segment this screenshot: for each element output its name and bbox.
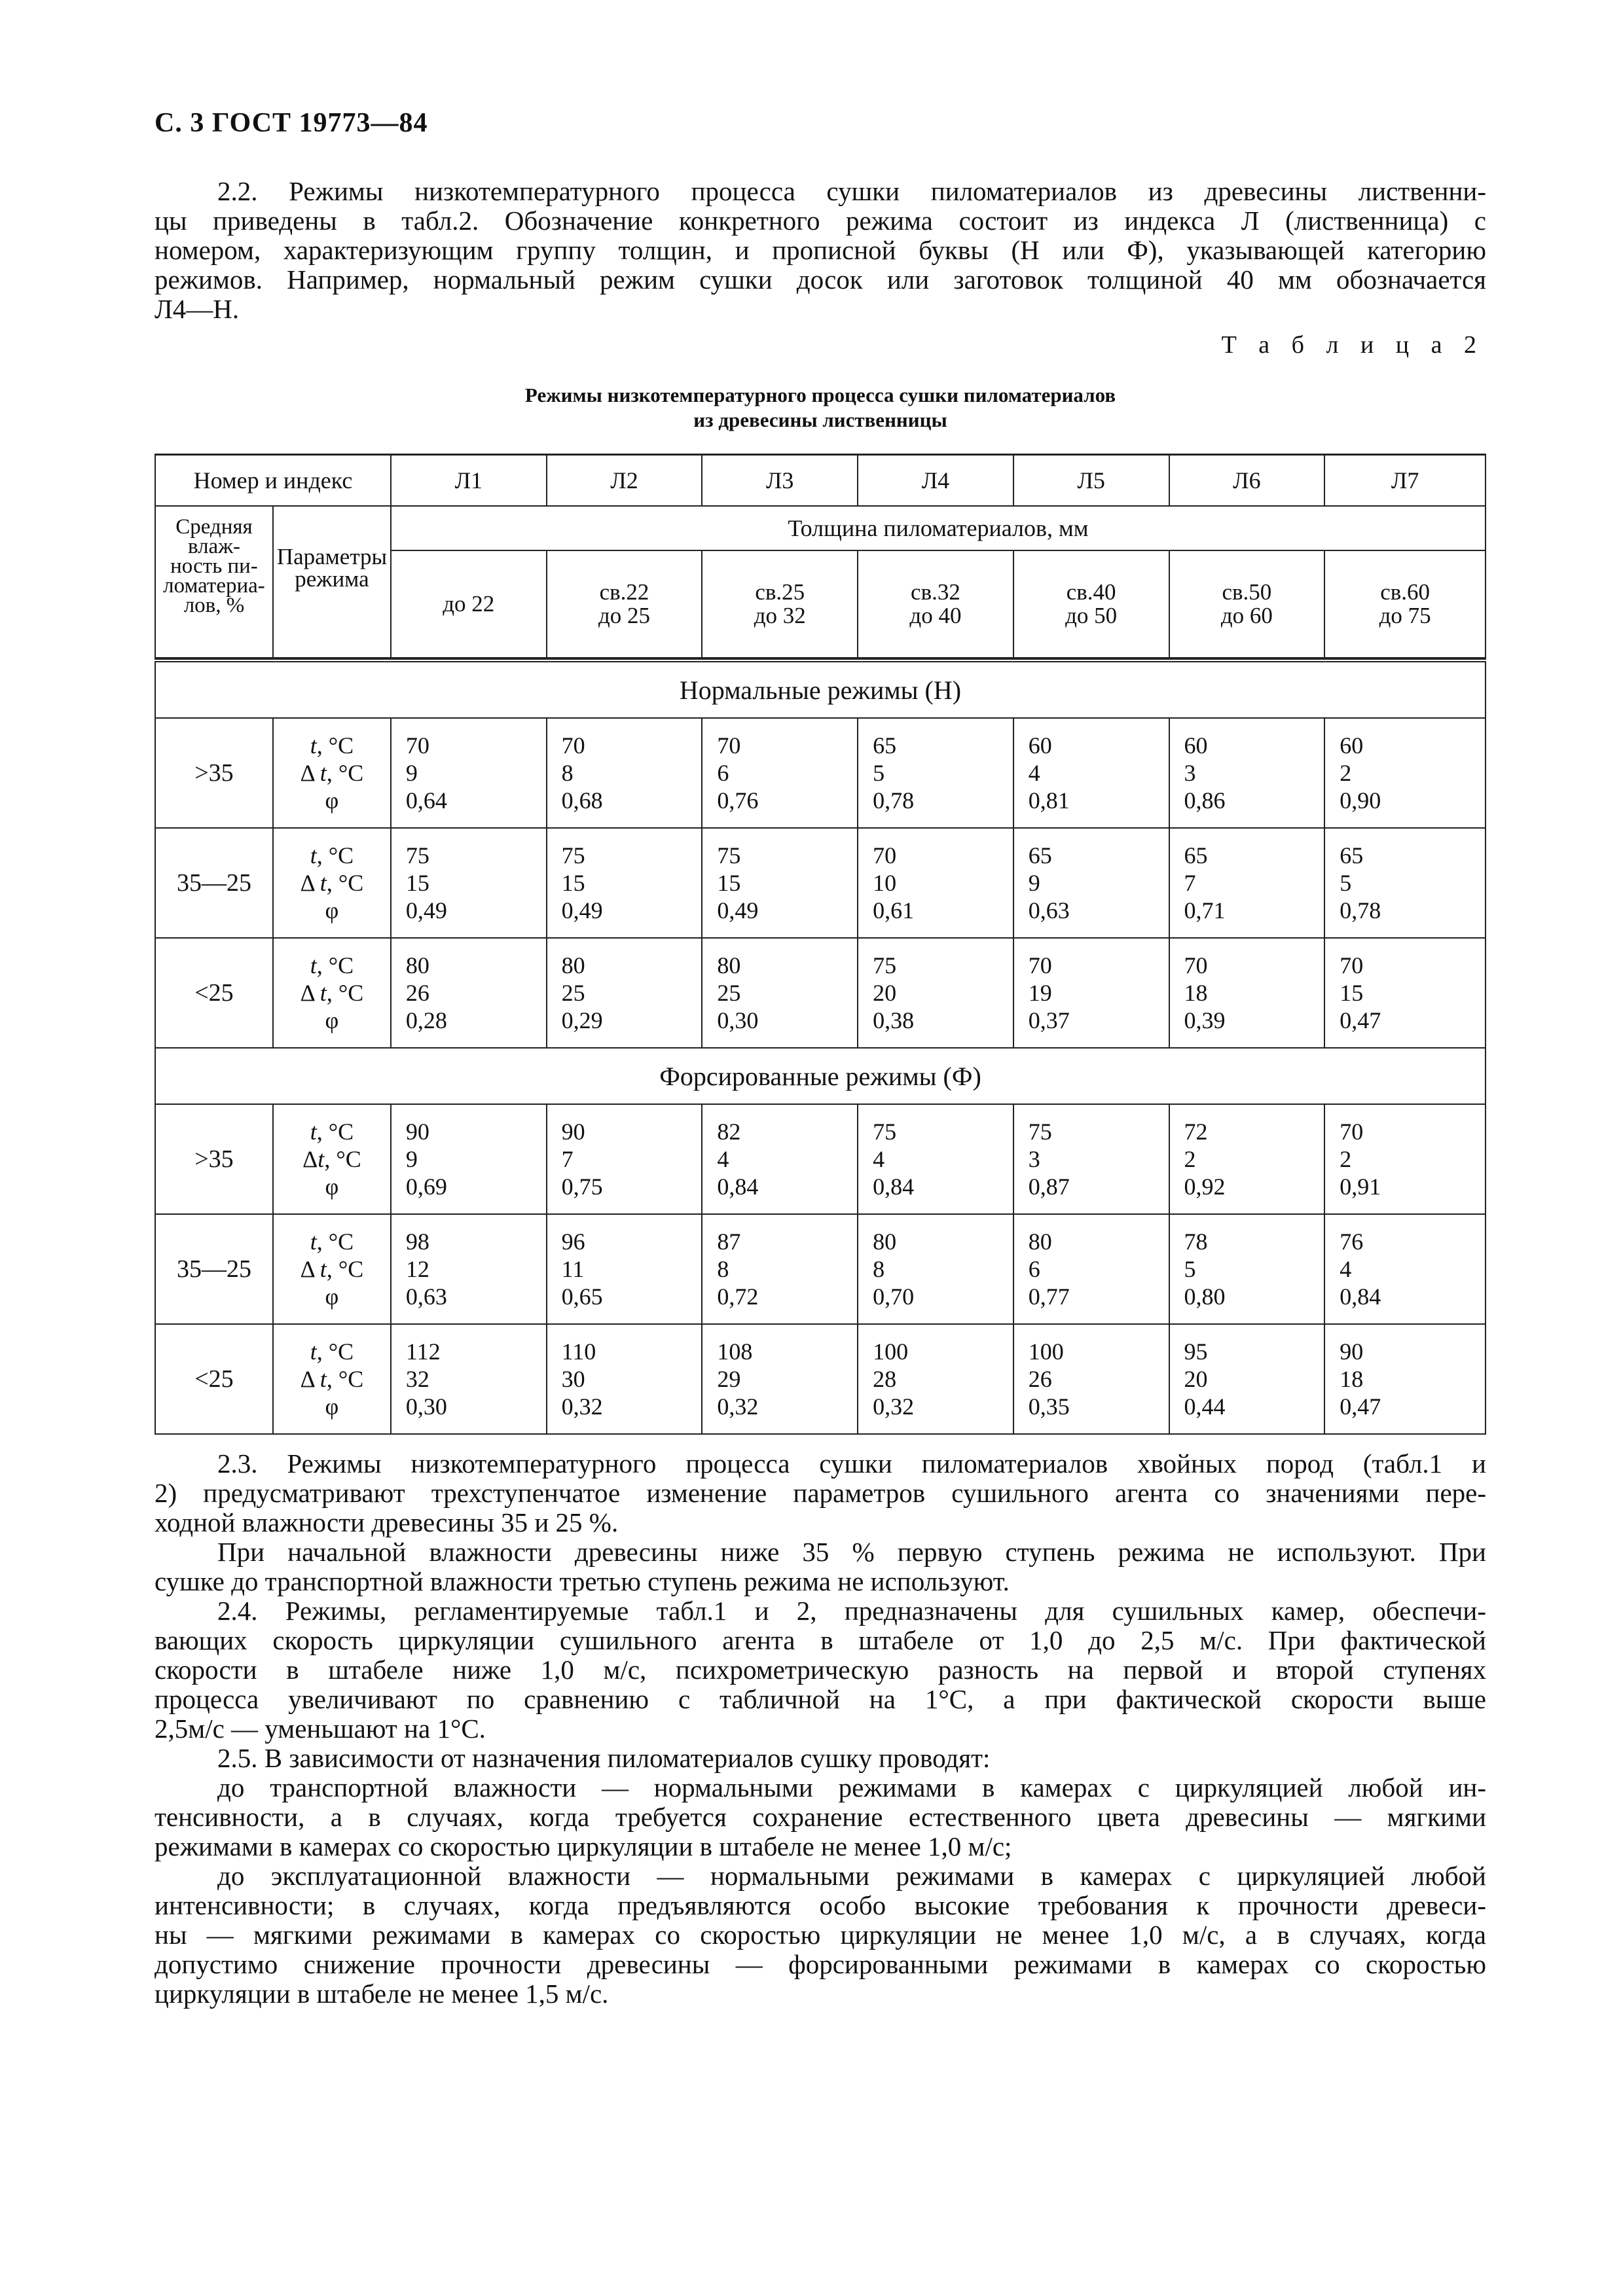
- regime-table: [155, 454, 1486, 1435]
- param-name: t, °C: [310, 1119, 354, 1145]
- regime-value: 80: [561, 952, 585, 978]
- param-symbol: t: [310, 842, 317, 869]
- text-line: режимов. Например, нормальный режим сушки досок или заготовок толщиной 40 мм обозначается: [155, 264, 1486, 295]
- regime-value: 9: [1028, 870, 1040, 896]
- page-header: С. 3 ГОСТ 19773—84: [155, 108, 428, 138]
- regime-value: 15: [405, 870, 429, 896]
- regime-value: 4: [717, 1146, 729, 1172]
- text-line: 2.2. Режимы низкотемпературного процесса сушки пиломатериалов из древесины лиственни-: [217, 176, 1486, 206]
- param-name: Δt, °C: [302, 1146, 361, 1172]
- regime-value: 20: [1184, 1366, 1208, 1392]
- regime-value: 5: [1340, 870, 1352, 896]
- regime-value: 0,44: [1184, 1393, 1226, 1420]
- param-name: t, °C: [310, 732, 354, 759]
- text-line: вающих скорость циркуляции сушильного агента в штабеле от 1,0 до 2,5 м/с. При фактической: [155, 1625, 1486, 1655]
- regime-values: [858, 1214, 1013, 1324]
- regime-values: [391, 1324, 547, 1434]
- regime-value: 82: [717, 1119, 741, 1145]
- regime-values: [1324, 938, 1486, 1048]
- text-line: 2.3. Режимы низкотемпературного процесса сушки пиломатериалов хвойных пород (табл.1 и: [217, 1448, 1486, 1479]
- regime-value: 70: [873, 842, 897, 869]
- regime-value: 3: [1184, 760, 1196, 786]
- regime-value: 32: [405, 1366, 429, 1392]
- regime-value: 8: [873, 1256, 885, 1282]
- table-label: Т а б л и ц а 2: [1221, 331, 1484, 359]
- regime-index: Л7: [1324, 455, 1486, 507]
- regime-value: 95: [1184, 1338, 1208, 1365]
- regime-value: 75: [405, 842, 429, 869]
- regime-value: 70: [561, 732, 585, 759]
- regime-value: 7: [1184, 870, 1196, 896]
- text-line: 2.4. Режимы, регламентируемые табл.1 и 2, предназначены для сушильных камер, обеспечи-: [217, 1596, 1486, 1626]
- regime-value: 0,80: [1184, 1283, 1226, 1310]
- regime-value: 0,35: [1028, 1393, 1070, 1420]
- regime-values: [1324, 828, 1486, 938]
- regime-value: 65: [1028, 842, 1052, 869]
- regime-value: 0,75: [561, 1174, 603, 1200]
- regime-value: 0,65: [561, 1283, 603, 1310]
- param-name: t, °C: [310, 842, 354, 869]
- section-title: Нормальные режимы (Н): [155, 660, 1486, 718]
- regime-value: 0,30: [405, 1393, 447, 1420]
- text-line: цы приведены в табл.2. Обозначение конкретного режима состоит из индекса Л (лиственница) с: [155, 206, 1486, 236]
- paragraph-2-5-transport: [155, 1773, 1486, 1861]
- text-line: процесса увеличивают по сравнению с табличной на 1°С, а при фактической скорости выше: [155, 1684, 1486, 1714]
- regime-values: [547, 1104, 702, 1214]
- regime-values: [702, 828, 858, 938]
- param-symbol: t: [319, 1366, 327, 1392]
- thickness-range-line: св.22: [599, 579, 649, 605]
- regime-value: 75: [1028, 1119, 1052, 1145]
- regime-values: [702, 1324, 858, 1434]
- regime-index: Л3: [702, 455, 858, 507]
- regime-values: [1169, 828, 1325, 938]
- regime-values: [1013, 1324, 1169, 1434]
- text-line: сушке до транспортной влажности третью ступень режима не используют.: [155, 1566, 1010, 1596]
- regime-values: [1013, 1104, 1169, 1214]
- number-index-header: Номер и индекс: [155, 455, 391, 507]
- thickness-range: [702, 550, 858, 658]
- regime-value: 9: [405, 760, 418, 786]
- moisture-header-line: Средняя: [175, 515, 253, 539]
- regime-value: 0,32: [873, 1393, 915, 1420]
- regime-values: [1169, 938, 1325, 1048]
- regime-values: [702, 1214, 858, 1324]
- text-line: При начальной влажности древесины ниже 35 % первую ступень режима не используют. При: [217, 1537, 1486, 1567]
- regime-value: 70: [405, 732, 429, 759]
- regime-value: 0,49: [561, 897, 603, 924]
- text-line: циркуляции в штабеле не менее 1,5 м/с.: [155, 1979, 609, 2009]
- param-symbol: t: [310, 732, 317, 759]
- paragraph-2-3-continued: [155, 1537, 1486, 1596]
- thickness-range: [1324, 550, 1486, 658]
- regime-value: 80: [1028, 1229, 1052, 1255]
- regime-values: [702, 718, 858, 828]
- regime-value: 3: [1028, 1146, 1040, 1172]
- regime-value: 0,70: [873, 1283, 915, 1310]
- regime-value: 0,47: [1340, 1393, 1381, 1420]
- regime-value: 0,81: [1028, 787, 1070, 814]
- regime-value: 0,72: [717, 1283, 759, 1310]
- regime-value: 90: [561, 1119, 585, 1145]
- thickness-range-line: св.40: [1066, 579, 1116, 605]
- regime-value: 6: [1028, 1256, 1040, 1282]
- regime-values: [1324, 718, 1486, 828]
- regime-value: 80: [717, 952, 741, 978]
- regime-value: 0,76: [717, 787, 759, 814]
- regime-value: 65: [873, 732, 897, 759]
- param-name: φ: [325, 1393, 339, 1420]
- regime-values: [702, 1104, 858, 1214]
- text-line: режимами в камерах со скоростью циркуляции в штабеле не менее 1,0 м/с;: [155, 1831, 1012, 1861]
- thickness-range: [391, 550, 547, 658]
- param-symbol: t: [319, 760, 327, 786]
- regime-value: 25: [717, 980, 741, 1006]
- regime-value: 0,49: [717, 897, 759, 924]
- regime-value: 0,38: [873, 1007, 915, 1033]
- regime-index: Л4: [858, 455, 1013, 507]
- regime-value: 0,84: [717, 1174, 759, 1200]
- regime-value: 0,92: [1184, 1174, 1226, 1200]
- section-title: Форсированные режимы (Ф): [155, 1048, 1486, 1104]
- table-title-line-1: Режимы низкотемпературного процесса сушки пиломатериалов: [524, 384, 1116, 406]
- regime-value: 5: [1184, 1256, 1196, 1282]
- regime-values: [1013, 938, 1169, 1048]
- params-header-line: режима: [295, 566, 369, 592]
- regime-value: 87: [717, 1229, 741, 1255]
- regime-value: 7: [561, 1146, 574, 1172]
- regime-value: 0,78: [873, 787, 915, 814]
- regime-value: 75: [561, 842, 585, 869]
- regime-value: 100: [1028, 1338, 1064, 1365]
- regime-value: 8: [561, 760, 574, 786]
- regime-value: 0,32: [561, 1393, 603, 1420]
- regime-values: [858, 828, 1013, 938]
- regime-index: Л1: [391, 455, 547, 507]
- regime-value: 60: [1340, 732, 1364, 759]
- regime-values: [858, 938, 1013, 1048]
- param-symbol: t: [310, 1338, 317, 1365]
- regime-value: 75: [717, 842, 741, 869]
- regime-value: 25: [561, 980, 585, 1006]
- regime-value: 20: [873, 980, 897, 1006]
- thickness-range: [858, 550, 1013, 658]
- regime-value: 75: [873, 952, 897, 978]
- thickness-range: [547, 550, 702, 658]
- param-name: t, °C: [310, 952, 354, 978]
- regime-value: 9: [405, 1146, 418, 1172]
- params-header-line: Параметры: [276, 544, 388, 569]
- thickness-range: [1013, 550, 1169, 658]
- paragraph-2-4: [155, 1596, 1486, 1744]
- regime-value: 76: [1340, 1229, 1364, 1255]
- regime-value: 65: [1184, 842, 1208, 869]
- regime-value: 0,71: [1184, 897, 1226, 924]
- regime-value: 80: [873, 1229, 897, 1255]
- param-symbol: t: [310, 1229, 317, 1255]
- text-line: допустимо снижение прочности древесины — форсированными режимами в камерах со скоростью: [155, 1949, 1486, 1979]
- param-name: φ: [325, 787, 339, 814]
- regime-value: 19: [1028, 980, 1052, 1006]
- regime-value: 0,68: [561, 787, 603, 814]
- regime-value: 0,87: [1028, 1174, 1070, 1200]
- regime-value: 70: [1340, 952, 1364, 978]
- regime-value: 98: [405, 1229, 429, 1255]
- param-name: Δ t, °C: [300, 980, 364, 1006]
- regime-value: 0,39: [1184, 1007, 1226, 1033]
- regime-values: [547, 718, 702, 828]
- regime-value: 15: [1340, 980, 1364, 1006]
- text-line: ходной влажности древесины 35 и 25 %.: [155, 1507, 619, 1537]
- param-symbol: t: [310, 952, 317, 978]
- thickness-range-line: св.32: [911, 579, 960, 605]
- regime-values: [391, 1104, 547, 1214]
- regime-values: [391, 828, 547, 938]
- regime-values: [1169, 1324, 1325, 1434]
- regime-values: [1169, 1214, 1325, 1324]
- regime-value: 0,63: [405, 1283, 447, 1310]
- moisture-header-line: ность пи-: [170, 554, 258, 578]
- regime-values: [858, 718, 1013, 828]
- moisture-header-line: ломатериа-: [163, 574, 265, 598]
- param-name: Δ t, °C: [300, 1366, 364, 1392]
- text-line: скорости в штабеле ниже 1,0 м/с, психрометрическую разность на первой и второй ступенях: [155, 1655, 1486, 1685]
- regime-value: 6: [717, 760, 729, 786]
- text-line: 2) предусматривают трехступенчатое изменение параметров сушильного агента со значениями пере-: [155, 1478, 1486, 1508]
- regime-value: 5: [873, 760, 885, 786]
- params-header: [273, 506, 391, 658]
- moisture-value: 35—25: [155, 828, 273, 938]
- regime-value: 60: [1184, 732, 1208, 759]
- regime-values: [1169, 1104, 1325, 1214]
- regime-value: 26: [1028, 1366, 1052, 1392]
- regime-values: [547, 938, 702, 1048]
- text-line: интенсивности; в случаях, когда предъявляются особо высокие требования к прочности древеси-: [155, 1890, 1486, 1920]
- regime-value: 70: [1340, 1119, 1364, 1145]
- regime-value: 29: [717, 1366, 741, 1392]
- regime-value: 70: [1028, 952, 1052, 978]
- regime-value: 15: [717, 870, 741, 896]
- param-symbol: t: [319, 1256, 327, 1282]
- paragraph-2-3: [155, 1449, 1486, 1537]
- param-name: φ: [325, 1174, 339, 1200]
- regime-value: 26: [405, 980, 429, 1006]
- regime-index: Л5: [1013, 455, 1169, 507]
- regime-value: 0,29: [561, 1007, 603, 1033]
- param-name: φ: [325, 897, 339, 924]
- table-title: [155, 383, 1486, 433]
- regime-value: 108: [717, 1338, 753, 1365]
- moisture-value: <25: [155, 1324, 273, 1434]
- text-line: ны — мягкими режимами в камерах со скоростью циркуляции не менее 1,0 м/с, а в случаях, когда: [155, 1920, 1486, 1950]
- param-name: t, °C: [310, 1338, 354, 1365]
- regime-value: 2: [1340, 760, 1352, 786]
- param-symbol: t: [319, 980, 327, 1006]
- thickness-range-line: св.50: [1222, 579, 1272, 605]
- regime-value: 70: [717, 732, 741, 759]
- param-name: Δ t, °C: [300, 870, 364, 896]
- regime-value: 28: [873, 1366, 897, 1392]
- regime-values: [1013, 718, 1169, 828]
- regime-value: 4: [873, 1146, 885, 1172]
- regime-values: [547, 828, 702, 938]
- regime-value: 112: [405, 1338, 441, 1365]
- thickness-range-line: до 40: [909, 603, 962, 628]
- regime-values: [1013, 828, 1169, 938]
- regime-value: 0,91: [1340, 1174, 1381, 1200]
- regime-values: [702, 938, 858, 1048]
- param-symbol: t: [310, 1119, 317, 1145]
- table-title-line-2: из древесины лиственницы: [693, 408, 947, 431]
- regime-value: 12: [405, 1256, 429, 1282]
- regime-value: 0,49: [405, 897, 447, 924]
- thickness-range-line: до 25: [598, 603, 651, 628]
- regime-value: 10: [873, 870, 897, 896]
- thickness-range-line: до 22: [443, 591, 495, 617]
- regime-value: 18: [1184, 980, 1208, 1006]
- regime-values: [1324, 1324, 1486, 1434]
- regime-value: 30: [561, 1366, 585, 1392]
- regime-value: 18: [1340, 1366, 1364, 1392]
- regime-value: 70: [1184, 952, 1208, 978]
- regime-value: 0,69: [405, 1174, 447, 1200]
- regime-value: 75: [873, 1119, 897, 1145]
- param-name: Δ t, °C: [300, 1256, 364, 1282]
- regime-value: 78: [1184, 1229, 1208, 1255]
- regime-value: 0,32: [717, 1393, 759, 1420]
- regime-value: 0,86: [1184, 787, 1226, 814]
- regime-value: 0,61: [873, 897, 915, 924]
- text-line: Л4—Н.: [155, 294, 240, 324]
- param-name: φ: [325, 1283, 339, 1310]
- regime-value: 110: [561, 1338, 596, 1365]
- thickness-range-line: св.60: [1380, 579, 1431, 605]
- regime-value: 15: [561, 870, 585, 896]
- regime-value: 0,84: [1340, 1283, 1381, 1310]
- regime-value: 11: [561, 1256, 585, 1282]
- thickness-range: [1169, 550, 1325, 658]
- regime-values: [547, 1324, 702, 1434]
- paragraph-2-5-operational: [155, 1861, 1486, 2009]
- regime-value: 2: [1340, 1146, 1352, 1172]
- regime-value: 90: [1340, 1338, 1364, 1365]
- moisture-header-line: влаж-: [187, 535, 240, 558]
- moisture-header-line: лов, %: [183, 594, 245, 617]
- regime-value: 0,84: [873, 1174, 915, 1200]
- regime-values: [858, 1104, 1013, 1214]
- param-name: t, °C: [310, 1229, 354, 1255]
- thickness-range-line: до 75: [1379, 603, 1431, 628]
- regime-value: 4: [1028, 760, 1040, 786]
- regime-value: 0,28: [405, 1007, 447, 1033]
- moisture-value: 35—25: [155, 1214, 273, 1324]
- param-names: [273, 938, 391, 1048]
- moisture-value: >35: [155, 718, 273, 828]
- paragraph-2-2: [155, 177, 1486, 324]
- regime-value: 60: [1028, 732, 1052, 759]
- regime-value: 0,90: [1340, 787, 1381, 814]
- regime-values: [858, 1324, 1013, 1434]
- param-names: [273, 718, 391, 828]
- regime-value: 4: [1340, 1256, 1352, 1282]
- text-line: 2,5м/с — уменьшают на 1°С.: [155, 1713, 486, 1744]
- thickness-range-line: до 50: [1065, 603, 1118, 628]
- regime-value: 8: [717, 1256, 729, 1282]
- thickness-range-line: до 32: [754, 603, 806, 628]
- regime-value: 80: [405, 952, 429, 978]
- regime-value: 0,77: [1028, 1283, 1070, 1310]
- regime-values: [1324, 1214, 1486, 1324]
- regime-values: [1169, 718, 1325, 828]
- regime-values: [391, 938, 547, 1048]
- text-line: тенсивности, а в случаях, когда требуется сохранение естественного цвета древесины — мягкими: [155, 1802, 1486, 1832]
- regime-values: [547, 1214, 702, 1324]
- param-names: [273, 1104, 391, 1214]
- param-names: [273, 1324, 391, 1434]
- regime-value: 0,63: [1028, 897, 1070, 924]
- param-name: φ: [325, 1007, 339, 1033]
- regime-value: 2: [1184, 1146, 1196, 1172]
- regime-value: 0,47: [1340, 1007, 1381, 1033]
- paragraph-2-5: [155, 1744, 1486, 1773]
- regime-values: [391, 1214, 547, 1324]
- text-line: номером, характеризующим группу толщин, и прописной буквы (Н или Ф), указывающей категорию: [155, 235, 1486, 265]
- text-line: 2.5. В зависимости от назначения пиломатериалов сушку проводят:: [217, 1743, 991, 1773]
- regime-value: 0,78: [1340, 897, 1381, 924]
- thickness-range-line: до 60: [1220, 603, 1273, 628]
- moisture-value: >35: [155, 1104, 273, 1214]
- regime-value: 65: [1340, 842, 1364, 869]
- regime-index: Л2: [547, 455, 702, 507]
- text-line: до эксплуатационной влажности — нормальными режимами в камерах с циркуляцией любой: [217, 1861, 1486, 1891]
- regime-value: 0,64: [405, 787, 447, 814]
- thickness-header: Толщина пиломатериалов, мм: [391, 506, 1486, 550]
- param-names: [273, 828, 391, 938]
- moisture-header: [155, 506, 273, 658]
- regime-index: Л6: [1169, 455, 1325, 507]
- moisture-value: <25: [155, 938, 273, 1048]
- thickness-range-line: св.25: [755, 579, 805, 605]
- regime-values: [1013, 1214, 1169, 1324]
- regime-value: 90: [405, 1119, 429, 1145]
- regime-value: 100: [873, 1338, 909, 1365]
- regime-value: 72: [1184, 1119, 1208, 1145]
- regime-values: [391, 718, 547, 828]
- regime-value: 0,30: [717, 1007, 759, 1033]
- param-names: [273, 1214, 391, 1324]
- regime-values: [1324, 1104, 1486, 1214]
- regime-value: 96: [561, 1229, 585, 1255]
- regime-value: 0,37: [1028, 1007, 1070, 1033]
- param-symbol: t: [319, 870, 327, 896]
- param-symbol: t: [318, 1146, 325, 1172]
- text-line: до транспортной влажности — нормальными режимами в камерах с циркуляцией любой ин-: [217, 1772, 1486, 1803]
- param-name: Δ t, °C: [300, 760, 364, 786]
